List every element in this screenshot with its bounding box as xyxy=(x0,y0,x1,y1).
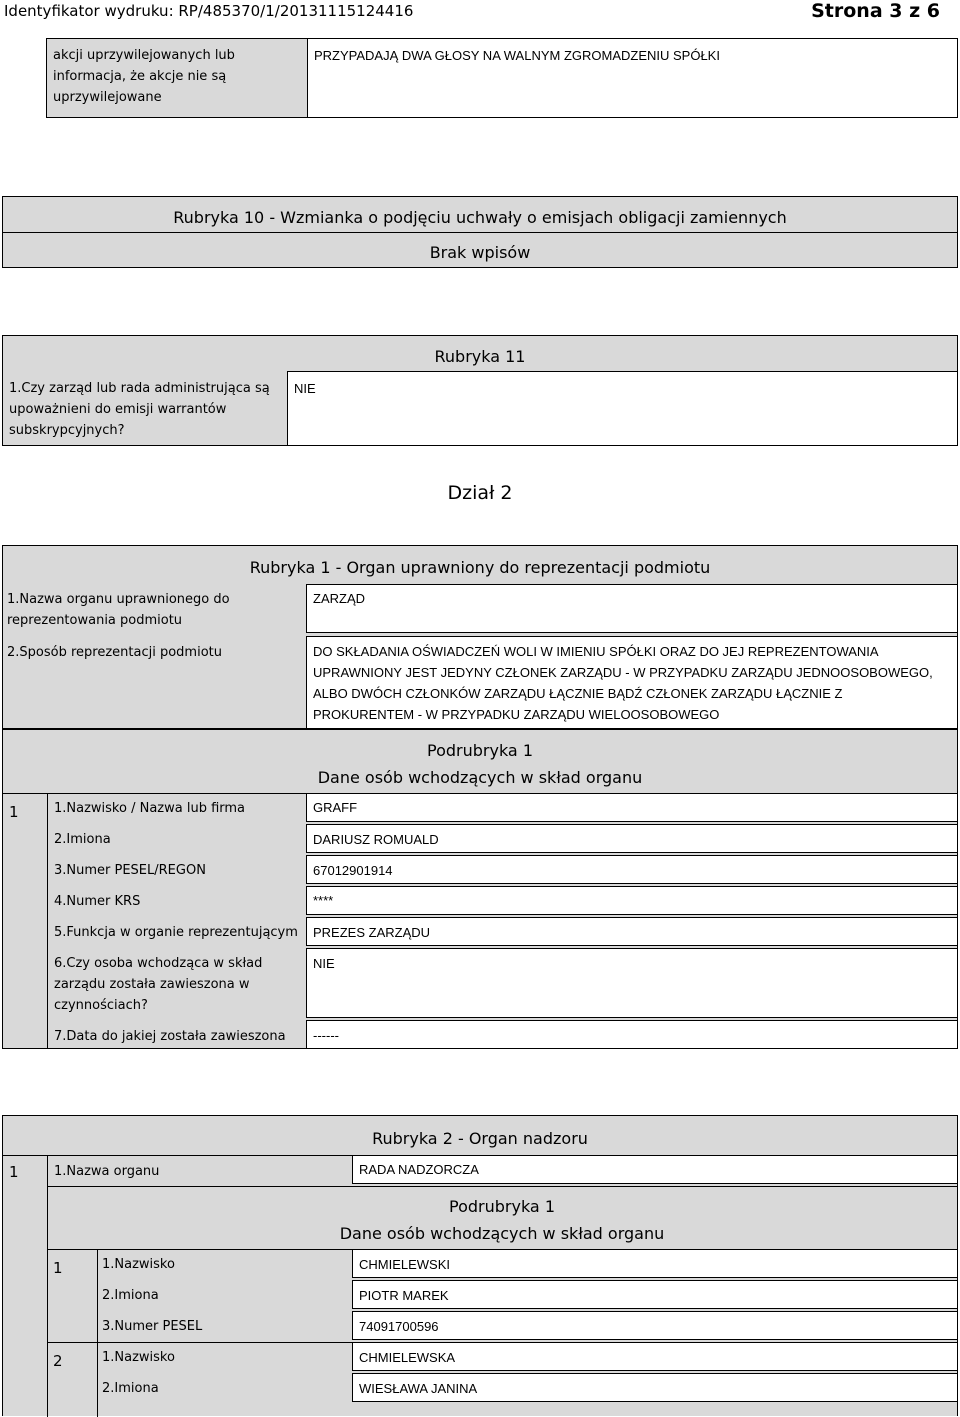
rubryka1-f1-value-cell xyxy=(306,584,958,633)
rubryka1-value-cell xyxy=(306,855,958,884)
rubryka1-f2-value-cell xyxy=(306,636,958,729)
rubryka2-f1-value-cell xyxy=(352,1155,958,1184)
rubryka1-row-value: NIE xyxy=(313,956,335,971)
rubryka1-f2-label: 2.Sposób reprezentacji podmiotu xyxy=(7,645,222,660)
rubryka1-value-cell xyxy=(306,793,958,822)
print-identifier: Identyfikator wydruku: RP/485370/1/20131115124416 xyxy=(4,2,414,20)
person-value-cell xyxy=(352,1342,958,1371)
top-value-cell xyxy=(307,38,958,118)
person-value: CHMIELEWSKI xyxy=(359,1257,451,1272)
rubryka1-f2-value-line: DO SKŁADANIA OŚWIADCZEŃ WOLI W IMIENIU SPÓŁKI ORAZ DO JEJ REPREZENTOWANIA xyxy=(313,644,879,659)
rubryka2-f1-label: 1.Nazwa organu xyxy=(54,1164,160,1179)
rubryka1-value-cell xyxy=(306,886,958,915)
rubryka1-f2-value-line: UPRAWNIONY JEST JEDYNY CZŁONEK ZARZĄDU - W PRZYPADKU ZARZĄDU JEDNOOSOBOWEGO, xyxy=(313,665,933,680)
rubryka1-f2-value-line: ALBO DWÓCH CZŁONKÓW ZARZĄDU ŁĄCZNIE BĄDŹ CZŁONEK ZARZĄDU ŁĄCZNIE Z xyxy=(313,686,843,701)
rubryka1-row-label: 1.Nazwisko / Nazwa lub firma xyxy=(54,801,246,816)
rubryka11-label-line: subskrypcyjnych? xyxy=(9,423,125,438)
rubryka1-row-value: DARIUSZ ROMUALD xyxy=(313,832,439,847)
person-label: 2.Imiona xyxy=(102,1381,159,1396)
rubryka1-podrubryka-subtitle: Dane osób wchodzących w skład organu xyxy=(317,768,643,787)
rubryka1-row-value: 67012901914 xyxy=(313,863,393,878)
rubryka11-value-cell xyxy=(287,371,958,446)
person-value: PIOTR MAREK xyxy=(359,1288,449,1303)
person-label: 3.Numer PESEL xyxy=(102,1319,203,1334)
rubryka1-f1-label-line: reprezentowania podmiotu xyxy=(7,613,183,628)
rubryka2-podrubryka-title: Podrubryka 1 xyxy=(449,1197,555,1216)
person-number: 2 xyxy=(53,1352,63,1370)
rubryka1-row-number: 1 xyxy=(9,803,19,821)
rubryka1-value-cell xyxy=(306,824,958,853)
dzial-title: Dział 2 xyxy=(447,482,513,504)
rubryka10-section xyxy=(2,196,958,268)
top-label-line: uprzywilejowane xyxy=(53,90,162,105)
rubryka2-title: Rubryka 2 - Organ nadzoru xyxy=(372,1129,588,1148)
rubryka1-f1-value: ZARZĄD xyxy=(313,591,365,606)
rubryka10-note: Brak wpisów xyxy=(429,243,531,262)
person-number: 1 xyxy=(53,1259,63,1277)
person-value: WIESŁAWA JANINA xyxy=(359,1381,478,1396)
rubryka1-podrubryka-title: Podrubryka 1 xyxy=(427,741,533,760)
rubryka1-row-value: **** xyxy=(313,893,334,908)
rubryka1-row-label: 7.Data do jakiej została zawieszona xyxy=(54,1029,286,1044)
rubryka1-row-value: GRAFF xyxy=(313,800,358,815)
rubryka2-row-number: 1 xyxy=(9,1163,19,1181)
rubryka11-label-line: 1.Czy zarząd lub rada administrująca są xyxy=(9,381,270,396)
person-value-cell xyxy=(352,1373,958,1402)
person-label: 2.Imiona xyxy=(102,1288,159,1303)
person-value-cell xyxy=(352,1249,958,1278)
rubryka10-title: Rubryka 10 - Wzmianka o podjęciu uchwały o emisjach obligacji zamiennych xyxy=(173,208,787,227)
page-number: Strona 3 z 6 xyxy=(811,0,940,22)
rubryka1-row-value: ------ xyxy=(313,1028,339,1043)
top-label-cell xyxy=(46,38,308,118)
rubryka1-value-cell xyxy=(306,1020,958,1049)
rubryka1-row-value: PREZES ZARZĄDU xyxy=(313,925,431,940)
rubryka2-f1-value: RADA NADZORCZA xyxy=(359,1162,479,1177)
rubryka1-f2-value-line: PROKURENTEM - W PRZYPADKU ZARZĄDU WIELOOSOBOWEGO xyxy=(313,707,720,722)
rubryka1-value-cell xyxy=(306,948,958,1018)
rubryka1-title: Rubryka 1 - Organ uprawniony do reprezentacji podmiotu xyxy=(249,558,711,577)
rubryka1-row-label: zarządu została zawieszona w xyxy=(54,977,250,992)
rubryka1-row-label: 3.Numer PESEL/REGON xyxy=(54,863,206,878)
top-value: PRZYPADAJĄ DWA GŁOSY NA WALNYM ZGROMADZENIU SPÓŁKI xyxy=(314,48,720,63)
rubryka11-label-line: upoważnieni do emisji warrantów xyxy=(9,402,227,417)
person-value: CHMIELEWSKA xyxy=(359,1350,456,1365)
person-value-cell xyxy=(352,1311,958,1340)
top-label-line: informacja, że akcje nie są xyxy=(53,69,227,84)
rubryka1-row-label: 6.Czy osoba wchodząca w skład xyxy=(54,956,263,971)
rubryka1-row-label: czynnościach? xyxy=(54,998,148,1013)
rubryka1-row-label: 2.Imiona xyxy=(54,832,111,847)
person-label: 1.Nazwisko xyxy=(102,1257,175,1272)
rubryka2-podrubryka-subtitle: Dane osób wchodzących w skład organu xyxy=(339,1224,665,1243)
rubryka11-value: NIE xyxy=(294,381,316,396)
rubryka11-title: Rubryka 11 xyxy=(434,347,526,366)
rubryka1-f1-label-line: 1.Nazwa organu uprawnionego do xyxy=(7,592,230,607)
person-label: 1.Nazwisko xyxy=(102,1350,175,1365)
rubryka1-row-label: 4.Numer KRS xyxy=(54,894,141,909)
top-label-line: akcji uprzywilejowanych lub xyxy=(53,48,235,63)
person-value: 74091700596 xyxy=(359,1319,439,1334)
rubryka1-row-label: 5.Funkcja w organie reprezentującym xyxy=(54,925,298,940)
person-value-cell xyxy=(352,1280,958,1309)
rubryka1-value-cell xyxy=(306,917,958,946)
